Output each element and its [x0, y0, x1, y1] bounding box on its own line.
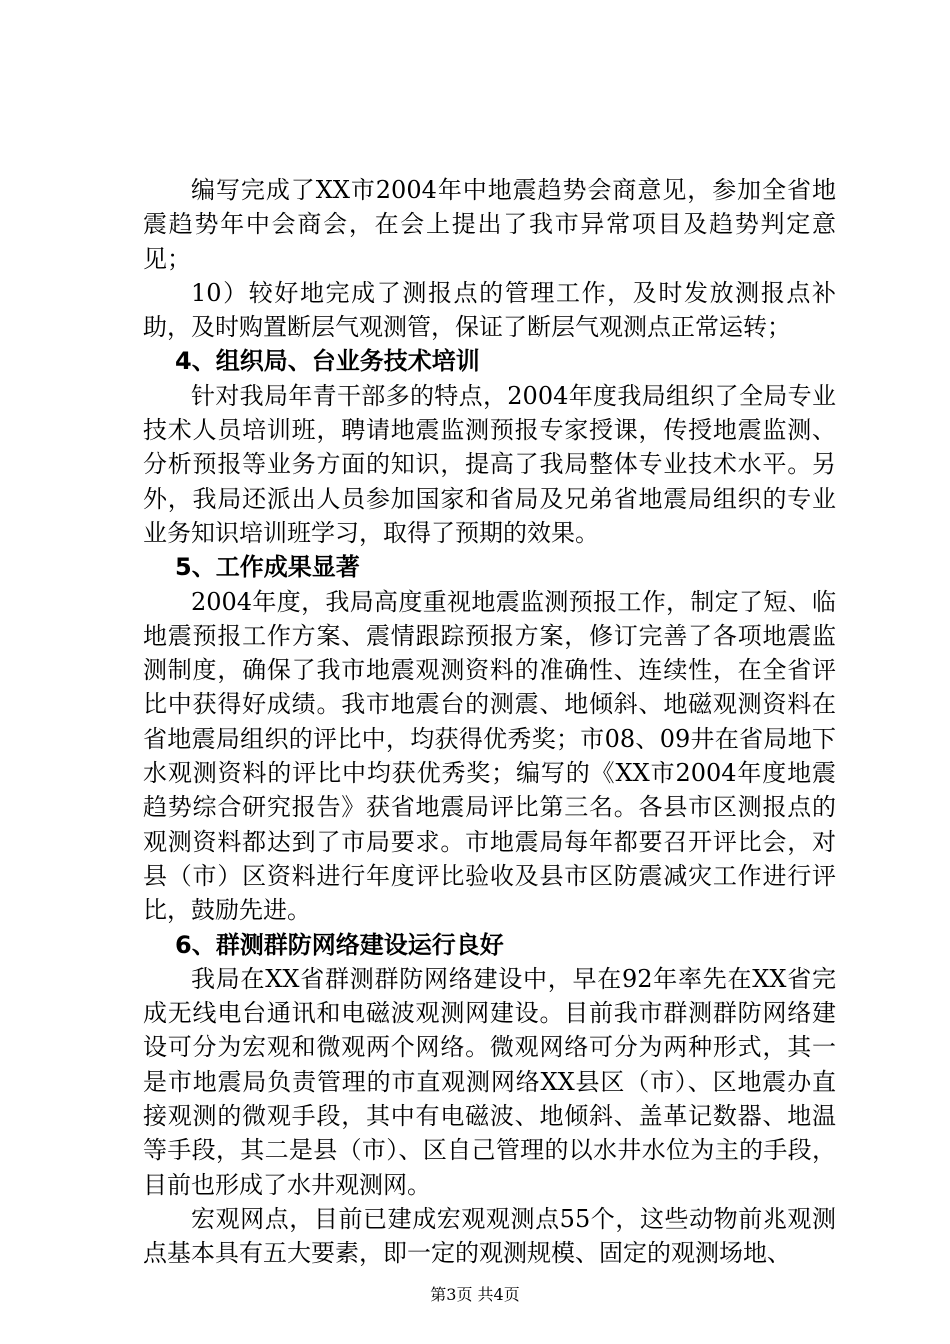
document-body: [143, 173, 836, 1271]
paragraph: 10）较好地完成了测报点的管理工作，及时发放测报点补助，及时购置断层气观测管，保证了断层气观测点正常运转；: [143, 278, 836, 342]
paragraph: 宏观网点，目前已建成宏观观测点55个，这些动物前兆观测点基本具有五大要素，即一定的观测规模、固定的观测场地、: [143, 1204, 836, 1268]
section-heading: 5、工作成果显著: [175, 553, 360, 582]
paragraph: 2004年度，我局高度重视地震监测预报工作，制定了短、临地震预报工作方案、震情跟踪预报方案，修订完善了各项地震监测制度，确保了我市地震观测资料的准确性、连续性，在全省评比中获得好成绩。我市地震台的测震、地倾斜、地磁观测资料在省地震局组织的评比中，均获得优秀奖；市08、09井在省局地下水观测资料的评比中均获优秀奖；编写的《XX市2004年度地震趋势综合研究报告》获省地震局评比第三名。各县市区测报点的观测资料都达到了市局要求。市地震局每年都要召开评比会，对县（市）区资料进行年度评比验收及县市区防震减灾工作进行评比，鼓励先进。: [143, 587, 836, 925]
paragraph: 我局在XX省群测群防网络建设中，早在92年率先在XX省完成无线电台通讯和电磁波观测网建设。目前我市群测群防网络建设可分为宏观和微观两个网络。微观网络可分为两种形式，其一是市地震局负责管理的市直观测网络XX县区（市）、区地震办直接观测的微观手段，其中有电磁波、地倾斜、盖革记数器、地温等手段，其二是县（市）、区自己管理的以水井水位为主的手段，目前也形成了水井观测网。: [143, 964, 836, 1199]
paragraph: 编写完成了XX市2004年中地震趋势会商意见，参加全省地震趋势年中会商会，在会上提出了我市异常项目及趋势判定意见；: [143, 176, 836, 273]
section-heading: 6、群测群防网络建设运行良好: [175, 930, 504, 959]
section-heading: 4、组织局、台业务技术培训: [175, 347, 480, 376]
paragraph: 针对我局年青干部多的特点，2004年度我局组织了全局专业技术人员培训班，聘请地震监测预报专家授课，传授地震监测、分析预报等业务方面的知识，提高了我局整体专业技术水平。另外，我局还派出人员参加国家和省局及兄弟省地震局组织的专业业务知识培训班学习，取得了预期的效果。: [143, 381, 836, 547]
page-footer: 第3页 共4页: [430, 1285, 520, 1304]
